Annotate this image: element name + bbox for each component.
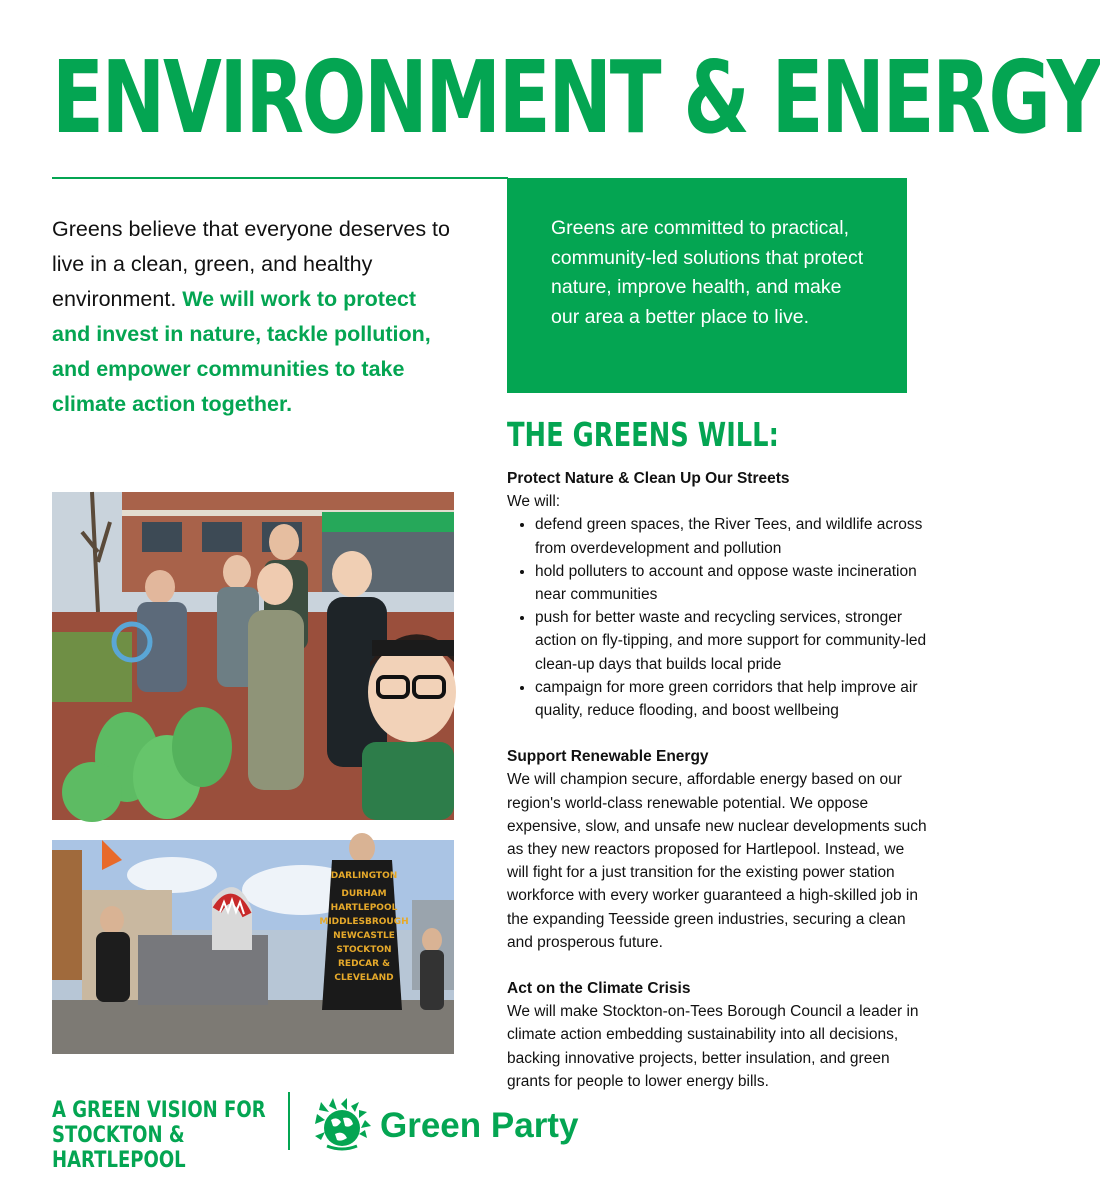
sign-text-line: DARLINGTON xyxy=(330,871,398,881)
list-item: • push for better waste and recycling services, stronger action on fly-tipping, and more support for community-led clean-up days that builds local pride xyxy=(535,606,927,676)
section-lead: We will: xyxy=(507,493,561,511)
intro-paragraph xyxy=(52,212,457,422)
footer-vision-line: STOCKTON & HARTLEPOOL xyxy=(52,1123,186,1173)
policy-bullet-list xyxy=(507,513,927,722)
sign-text-line: NEWCASTLE xyxy=(333,931,395,941)
cleanup-group-photo xyxy=(52,492,454,820)
sign-text-line: STOCKTON xyxy=(336,945,392,955)
footer-vision-line: A GREEN VISION FOR xyxy=(52,1098,266,1123)
footer-vision-text xyxy=(52,1098,298,1173)
list-item: • campaign for more green corridors that help improve air quality, reduce flooding, and boost wellbeing xyxy=(535,676,927,722)
green-party-globe-sun-icon xyxy=(313,1098,371,1150)
list-item: • defend green spaces, the River Tees, and wildlife across from overdevelopment and pollution xyxy=(535,513,927,559)
callout-box xyxy=(507,178,907,393)
section-body: We will champion secure, affordable energy based on our region's world-class renewable potential. We oppose expensive, slow, and unsafe new nuclear developments such as they new reactors proposed for Hartlepool. Instead, we will fight for a just transition for the existing power station workforce with every worker guaranteed a high-skilled job in the expanding Teesside green industries, securing a clean and prosperous future. xyxy=(507,771,927,951)
list-item: • hold polluters to account and oppose waste incineration near communities xyxy=(535,560,927,606)
greens-will-heading: THE GREENS WILL: xyxy=(507,415,779,454)
section-climate-crisis xyxy=(507,977,927,1093)
policy-content xyxy=(507,467,927,1116)
sign-text-line: MIDDLESBROUGH xyxy=(319,917,409,927)
sign-text-line: CLEVELAND xyxy=(334,973,394,983)
sign-text-line: DURHAM xyxy=(341,889,387,899)
section-renewable-energy xyxy=(507,745,927,954)
party-name: Green Party xyxy=(380,1106,579,1145)
footer-divider xyxy=(288,1092,290,1150)
intro-emphasis-text: We will work to protect and invest in nature, tackle pollution, and empower communities to take climate action together. xyxy=(52,287,431,416)
title-divider xyxy=(52,177,508,179)
callout-text: Greens are committed to practical, community-led solutions that protect nature, improve health, and make our area a better place to live. xyxy=(551,217,864,328)
section-heading: Support Renewable Energy xyxy=(507,748,709,766)
page-title: ENVIRONMENT & ENERGY xyxy=(52,39,1100,156)
section-protect-nature xyxy=(507,467,927,722)
section-heading: Protect Nature & Clean Up Our Streets xyxy=(507,470,790,487)
section-heading: Act on the Climate Crisis xyxy=(507,980,691,998)
parade-photo xyxy=(52,840,454,1054)
intro-plain-text: Greens believe that everyone deserves to live in a clean, green, and healthy environment. xyxy=(52,217,450,311)
sign-text-line: REDCAR & xyxy=(337,959,391,969)
section-body: We will make Stockton-on-Tees Borough Council a leader in climate action embedding sustainability into all decisions, backing innovative projects, better insulation, and green grants for people to lower energy bills. xyxy=(507,1003,919,1090)
sign-text-line: HARTLEPOOL xyxy=(330,903,398,913)
